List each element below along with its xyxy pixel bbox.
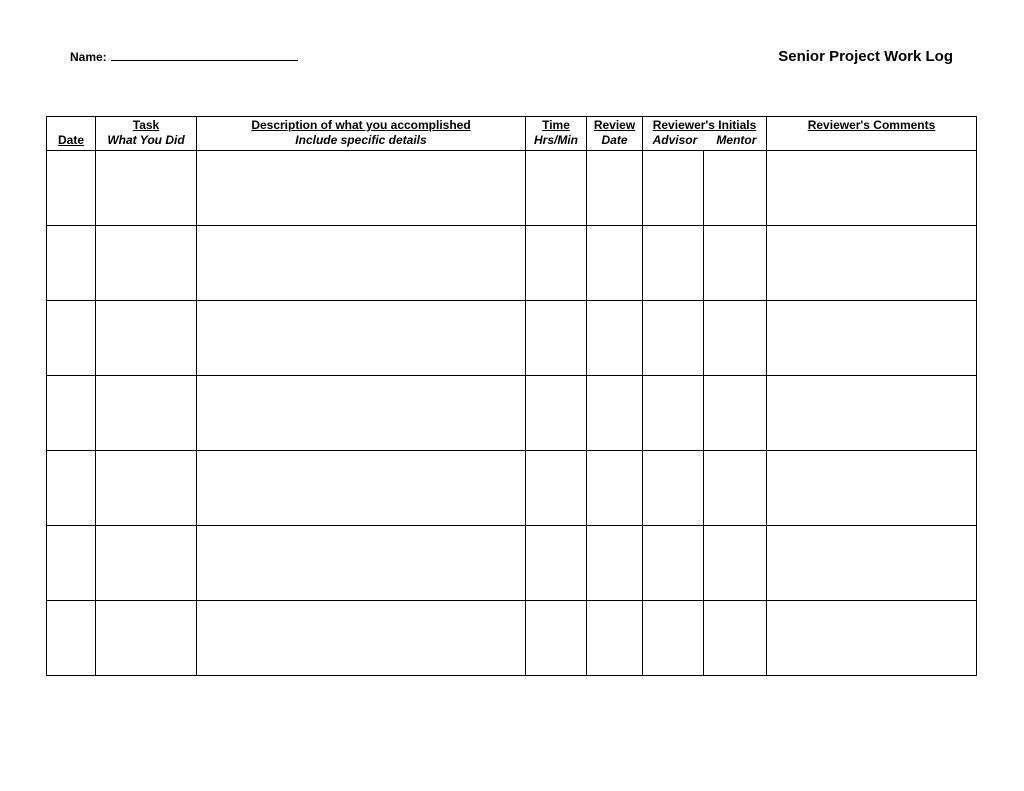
date-cell[interactable] — [47, 301, 96, 376]
comments-cell[interactable] — [767, 601, 977, 676]
table-row — [47, 601, 977, 676]
task-cell[interactable] — [96, 376, 197, 451]
header-review-date: Review Date — [587, 117, 643, 151]
header-time: Time Hrs/Min — [526, 117, 587, 151]
header-advisor: Advisor — [652, 133, 698, 147]
description-cell[interactable] — [197, 451, 526, 526]
table-row — [47, 526, 977, 601]
review-date-cell[interactable] — [587, 376, 643, 451]
date-cell[interactable] — [47, 151, 96, 226]
table-row — [47, 226, 977, 301]
time-cell[interactable] — [526, 151, 587, 226]
document-title: Senior Project Work Log — [778, 48, 953, 65]
time-cell[interactable] — [526, 526, 587, 601]
comments-cell[interactable] — [767, 526, 977, 601]
task-cell[interactable] — [96, 451, 197, 526]
mentor-initials-cell[interactable] — [704, 151, 767, 226]
mentor-initials-cell[interactable] — [704, 601, 767, 676]
task-cell[interactable] — [96, 601, 197, 676]
advisor-initials-cell[interactable] — [643, 526, 704, 601]
comments-cell[interactable] — [767, 376, 977, 451]
advisor-initials-cell[interactable] — [643, 601, 704, 676]
advisor-initials-cell[interactable] — [643, 451, 704, 526]
review-date-cell[interactable] — [587, 301, 643, 376]
task-cell[interactable] — [96, 526, 197, 601]
table-header-row — [47, 117, 977, 151]
work-log-table — [46, 116, 977, 676]
description-cell[interactable] — [197, 376, 526, 451]
task-cell[interactable] — [96, 151, 197, 226]
header-reviewer-initials: Reviewer's Initials Advisor Mentor — [643, 117, 767, 151]
time-cell[interactable] — [526, 301, 587, 376]
description-cell[interactable] — [197, 301, 526, 376]
comments-cell[interactable] — [767, 301, 977, 376]
date-cell[interactable] — [47, 601, 96, 676]
description-cell[interactable] — [197, 151, 526, 226]
mentor-initials-cell[interactable] — [704, 301, 767, 376]
review-date-cell[interactable] — [587, 451, 643, 526]
time-cell[interactable] — [526, 601, 587, 676]
time-cell[interactable] — [526, 451, 587, 526]
task-cell[interactable] — [96, 301, 197, 376]
advisor-initials-cell[interactable] — [643, 376, 704, 451]
name-label: Name: — [70, 50, 107, 64]
review-date-cell[interactable] — [587, 601, 643, 676]
time-cell[interactable] — [526, 226, 587, 301]
header-date: Date — [47, 117, 96, 151]
mentor-initials-cell[interactable] — [704, 451, 767, 526]
review-date-cell[interactable] — [587, 526, 643, 601]
mentor-initials-cell[interactable] — [704, 376, 767, 451]
name-field[interactable] — [70, 48, 298, 64]
comments-cell[interactable] — [767, 226, 977, 301]
header-mentor: Mentor — [716, 133, 757, 147]
header-task: Task What You Did — [96, 117, 197, 151]
date-cell[interactable] — [47, 451, 96, 526]
table-row — [47, 376, 977, 451]
log-body — [47, 151, 977, 676]
time-cell[interactable] — [526, 376, 587, 451]
date-cell[interactable] — [47, 376, 96, 451]
review-date-cell[interactable] — [587, 151, 643, 226]
date-cell[interactable] — [47, 526, 96, 601]
mentor-initials-cell[interactable] — [704, 226, 767, 301]
header-reviewer-comments: Reviewer's Comments — [767, 117, 977, 151]
date-cell[interactable] — [47, 226, 96, 301]
advisor-initials-cell[interactable] — [643, 226, 704, 301]
review-date-cell[interactable] — [587, 226, 643, 301]
comments-cell[interactable] — [767, 451, 977, 526]
table-row — [47, 301, 977, 376]
task-cell[interactable] — [96, 226, 197, 301]
header-description: Description of what you accomplished Include specific details — [197, 117, 526, 151]
description-cell[interactable] — [197, 226, 526, 301]
description-cell[interactable] — [197, 601, 526, 676]
description-cell[interactable] — [197, 526, 526, 601]
name-underline[interactable] — [111, 48, 298, 61]
advisor-initials-cell[interactable] — [643, 301, 704, 376]
table-row — [47, 151, 977, 226]
advisor-initials-cell[interactable] — [643, 151, 704, 226]
table-row — [47, 451, 977, 526]
comments-cell[interactable] — [767, 151, 977, 226]
mentor-initials-cell[interactable] — [704, 526, 767, 601]
